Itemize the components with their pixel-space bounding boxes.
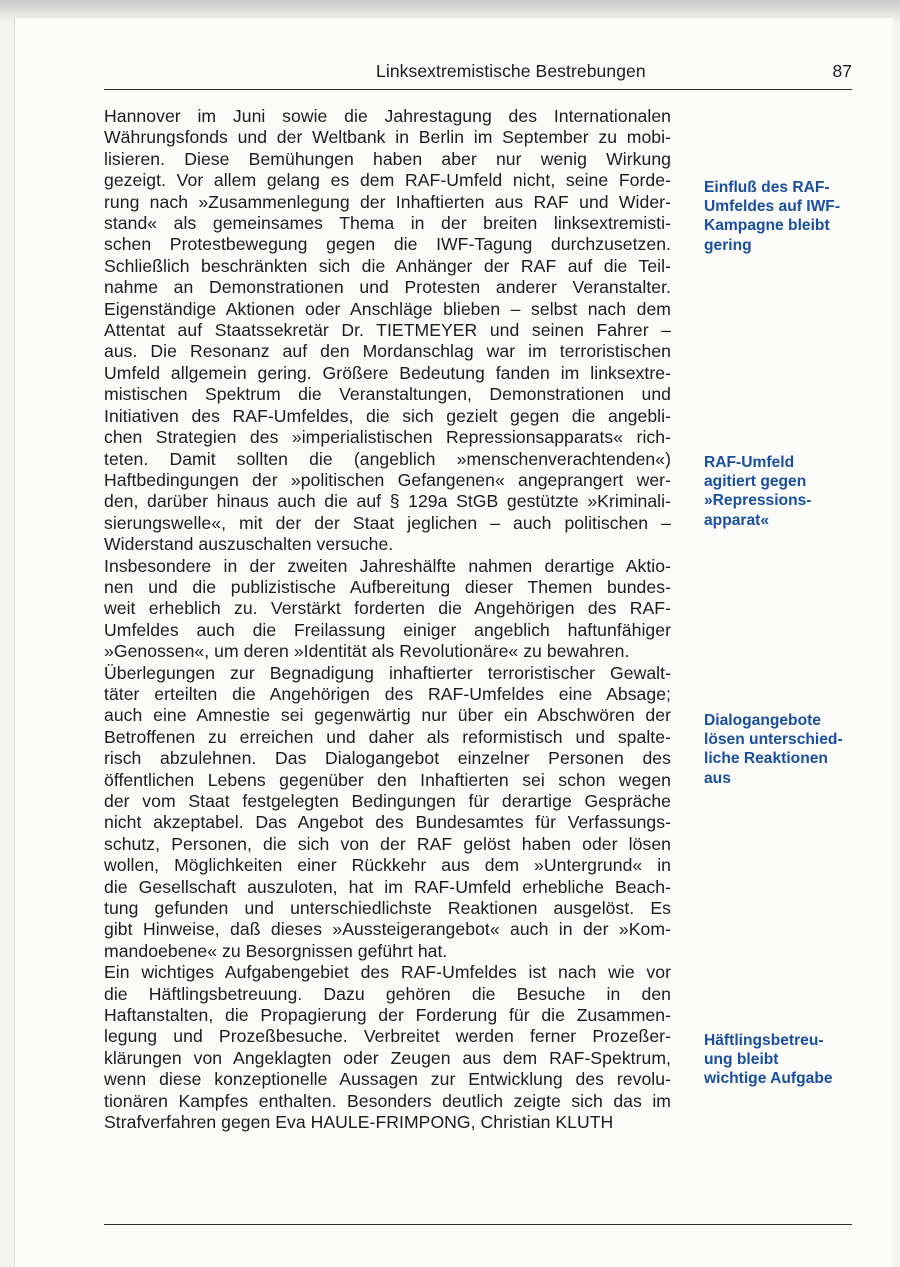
paragraph-1 (104, 106, 671, 556)
text-line: öffentlichen Lebens gegenüber den Inhaftierten sei schon wegen (104, 769, 671, 790)
text-line: chen Strategien des »imperialistischen Repressionsapparats« rich- (104, 427, 671, 448)
side-note-iwf-campaign (704, 178, 854, 255)
text-line: schutz, Personen, die sich von der RAF gelöst haben oder lösen (104, 833, 671, 854)
side-note-line: ung bleibt (704, 1051, 779, 1069)
text-line: stand« als gemeinsames Thema in der breiten linksextremisti- (104, 213, 671, 234)
body-text (104, 106, 671, 1134)
paragraph-4 (104, 962, 671, 1133)
text-line: Ein wichtiges Aufgabengebiet des RAF-Umfeldes ist nach wie vor (104, 962, 671, 983)
text-line: der vom Staat festgelegten Bedingungen für derartige Gespräche (104, 791, 671, 811)
text-line: »Genossen«, um deren »Identität als Revolutionäre« zu bewahren. (104, 641, 630, 662)
text-line: risch abzulehnen. Das Dialogangebot einzelner Personen des (104, 748, 671, 769)
text-line: die Häftlingsbetreuung. Dazu gehören die Besuche in den (104, 983, 671, 1004)
side-note-line: »Repressions- (704, 492, 812, 510)
text-line: sierungswelle«, mit der der Staat jeglichen – auch politischen – (104, 512, 671, 533)
text-line: gezeigt. Vor allem gelang es dem RAF-Umfeld nicht, seine Forde- (104, 170, 671, 191)
footer-rule (104, 1224, 852, 1225)
text-line: Überlegungen zur Begnadigung inhaftierter terroristischer Gewalt- (104, 662, 671, 683)
text-line: auch eine Amnestie sei gegenwärtig nur über ein Abschwören der (104, 705, 671, 726)
text-line: täter erteilten die Angehörigen des RAF-Umfeldes eine Absage; (104, 683, 671, 704)
text-line: Strafverfahren gegen Eva HAULE-FRIMPONG, Christian KLUTH (104, 1112, 614, 1133)
text-line: Eigenständige Aktionen oder Anschläge blieben – selbst nach dem (104, 298, 671, 319)
side-note-repression (704, 453, 854, 530)
side-note-line: RAF-Umfeld (704, 454, 795, 471)
side-note-line: Dialogangebote (704, 712, 821, 729)
text-line: klärungen von Angeklagten oder Zeugen aus dem RAF-Spektrum, (104, 1047, 671, 1068)
side-note-line: lösen unterschied- (704, 731, 843, 749)
text-line: die Gesellschaft auszuloten, hat im RAF-Umfeld erhebliche Beach- (104, 876, 671, 897)
text-line: nen und die publizistische Aufbereitung dieser Themen bundes- (104, 576, 671, 597)
text-line: nicht akzeptabel. Das Angebot des Bundesamtes für Verfassungs- (104, 812, 671, 833)
text-line: tionären Kampfes enthalten. Besonders deutlich zeigte sich das im (104, 1090, 671, 1111)
side-note-line: liche Reaktionen (704, 750, 828, 768)
text-line: tung gefunden und unterschiedlichste Reaktionen ausgelöst. Es (104, 898, 671, 919)
text-line: teten. Damit sollten die (angeblich »menschenverachtenden«) (104, 448, 671, 469)
text-line: mistischen Spektrum die Veranstaltungen, Demonstrationen und (104, 384, 671, 405)
side-note-line: apparat« (704, 511, 770, 529)
text-line: den, darüber hinaus auch die auf § 129a StGB gestützte »Kriminali- (104, 491, 671, 512)
text-line: Initiativen des RAF-Umfeldes, die sich gezielt gegen die angebli- (104, 405, 671, 426)
paragraph-2 (104, 556, 671, 663)
text-line: Währungsfonds und der Weltbank in Berlin im September zu mobi- (104, 127, 671, 148)
text-line: weit erheblich zu. Verstärkt forderten die Angehörigen des RAF- (104, 598, 671, 619)
text-line: nahme an Demonstrationen und Protesten anderer Veranstalter. (104, 277, 671, 298)
side-note-line: agitiert gegen (704, 473, 807, 491)
text-line: wollen, Möglichkeiten einer Rückkehr aus dem »Untergrund« in (104, 855, 671, 876)
text-line: gibt Hinweise, daß dieses »Aussteigerangebot« auch in der »Kom- (104, 919, 671, 940)
side-note-line: gering (704, 236, 752, 254)
text-line: Umfeld allgemein gering. Größere Bedeutung fanden im linksextre- (104, 362, 671, 383)
side-note-line: Häftlingsbetreu- (704, 1032, 824, 1049)
text-line: schen Protestbewegung gegen die IWF-Tagung durchzusetzen. (104, 234, 671, 255)
text-line: legung und Prozeßbesuche. Verbreitet werden ferner Prozeßer- (104, 1026, 671, 1047)
text-line: Attentat auf Staatssekretär Dr. TIETMEYER und seinen Fahrer – (104, 320, 671, 341)
text-line: Widerstand auszuschalten versuche. (104, 534, 394, 555)
side-note-line: aus (704, 769, 731, 787)
text-line: Betroffenen zu erreichen und daher als reformistisch und spalte- (104, 726, 671, 747)
side-note-line: Kampagne bleibt (704, 217, 830, 235)
text-line: Hannover im Juni sowie die Jahrestagung des Internationalen (104, 106, 671, 126)
side-note-dialogue (704, 711, 854, 788)
running-header (104, 60, 852, 90)
text-line: mandoebene« zu Besorgnissen geführt hat. (104, 940, 448, 961)
side-note-line: Einfluß des RAF- (704, 179, 830, 196)
text-line: Haftbedingungen der »politischen Gefangenen« angeprangert wer- (104, 469, 671, 490)
header-rule (104, 89, 852, 90)
text-line: aus. Die Resonanz auf den Mordanschlag war im terroristischen (104, 341, 671, 362)
text-line: Insbesondere in der zweiten Jahreshälfte nahmen derartige Aktio- (104, 555, 671, 576)
text-line: Umfeldes auch die Freilassung einiger angeblich haftunfähiger (104, 619, 671, 640)
text-line: rung nach »Zusammenlegung der Inhaftierten aus RAF und Wider- (104, 191, 671, 212)
page-number: 87 (832, 61, 852, 81)
side-note-line: wichtige Aufgabe (704, 1070, 833, 1088)
text-line: Haftanstalten, die Propagierung der Forderung für die Zusammen- (104, 1005, 671, 1026)
text-line: Schließlich beschränkten sich die Anhänger der RAF auf die Teil- (104, 255, 671, 276)
side-note-prisoner-care (704, 1031, 854, 1089)
text-line: wenn diese konzeptionelle Aussagen zur Entwicklung des revolu- (104, 1069, 671, 1090)
side-note-line: Umfeldes auf IWF- (704, 198, 841, 216)
paragraph-3 (104, 663, 671, 963)
text-line: lisieren. Diese Bemühungen haben aber nur wenig Wirkung (104, 148, 671, 169)
header-title: Linksextremistische Bestrebungen (376, 61, 646, 81)
